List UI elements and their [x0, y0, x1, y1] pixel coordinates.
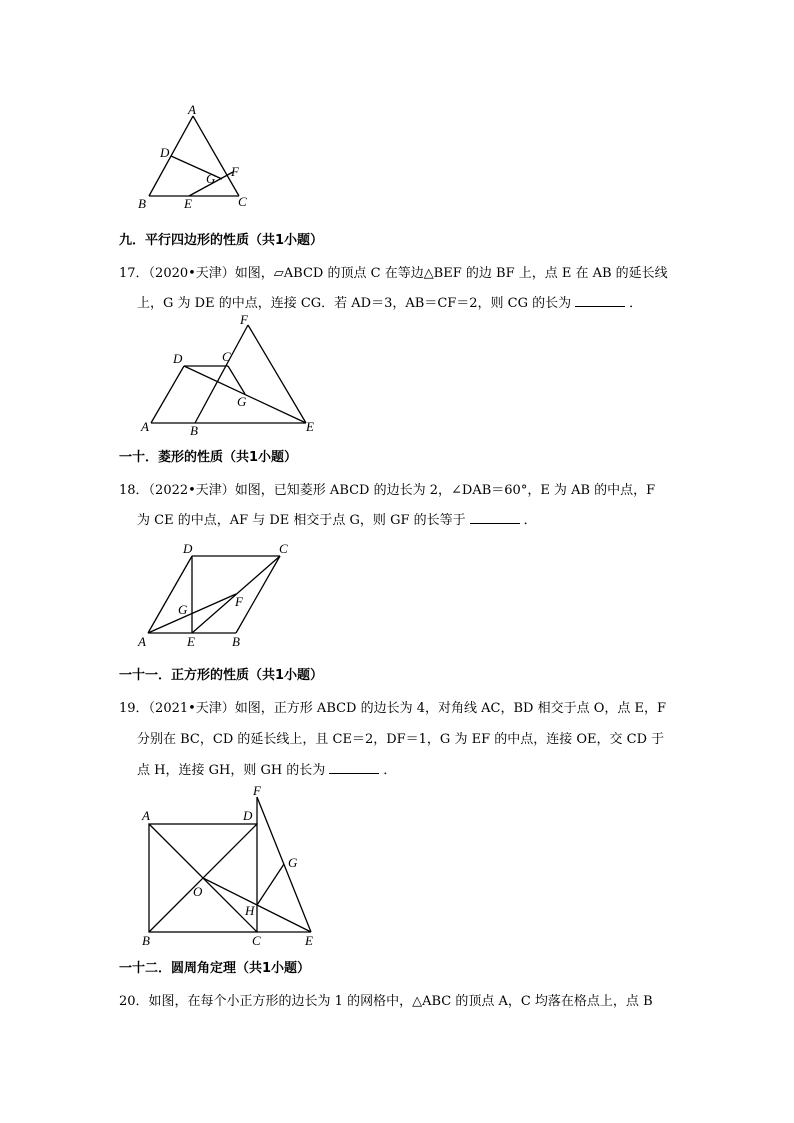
figure-rhombus-abcd	[135, 538, 305, 653]
problem-17-line-1: 17．（2020•天津）如图，▱ABCD 的顶点 C 在等边△BEF 的边 BF 上，点 E 在 AB 的延长线	[119, 266, 668, 281]
problem-17-line-2-end: ．	[629, 296, 643, 311]
figure-triangle-abc-svg	[130, 95, 260, 215]
problem-20-line-1: 20．如图，在每个小正方形的边长为 1 的网格中，△ABC 的顶点 A，C 均落在格点上，点 B	[119, 994, 653, 1009]
label-C: C	[238, 194, 247, 209]
label-C: C	[279, 541, 288, 556]
problem-17-line-2-text: 上，G 为 DE 的中点，连接 CG．若 AD＝3，AB＝CF＝2，则 CG 的长为	[137, 296, 572, 311]
label-G: G	[288, 855, 298, 870]
problem-18-line-2-end: ．	[523, 513, 537, 528]
label-E: E	[184, 196, 192, 211]
label-D: D	[243, 808, 253, 823]
label-G: G	[178, 602, 188, 617]
problem-19-line-1: 19．（2021•天津）如图，正方形 ABCD 的边长为 4，对角线 AC，BD 相交于点 O，点 E，F	[119, 701, 667, 716]
answer-blank-17[interactable]	[575, 294, 625, 307]
label-E: E	[306, 419, 314, 434]
figure-parallelogram-svg	[140, 310, 340, 440]
problem-18-line-1: 18．（2022•天津）如图，已知菱形 ABCD 的边长为 2，∠DAB＝60°，E 为 AB 的中点，F	[119, 483, 656, 498]
label-B: B	[232, 634, 240, 649]
label-O: O	[193, 884, 203, 899]
label-H: H	[245, 903, 255, 918]
section-12-title: 一十二．圆周角定理（共1小题）	[119, 961, 311, 976]
label-F: F	[253, 783, 261, 798]
label-C: C	[222, 349, 231, 364]
figure-square-abcd	[135, 780, 335, 950]
figure-rhombus-svg	[135, 538, 305, 653]
label-F: F	[231, 164, 239, 179]
section-10-title: 一十．菱形的性质（共1小题）	[119, 450, 298, 465]
label-B: B	[138, 196, 146, 211]
label-G: G	[237, 394, 247, 409]
problem-19-line-2: 分别在 BC，CD 的延长线上，且 CE＝2，DF＝1，G 为 EF 的中点，连接 OE，交 CD 于	[137, 732, 665, 747]
section-11-title: 一十一．正方形的性质（共1小题）	[119, 668, 324, 683]
label-D: D	[173, 351, 183, 366]
label-B: B	[142, 933, 150, 948]
problem-19-line-3-text: 点 H，连接 GH，则 GH 的长为	[137, 763, 326, 778]
label-A: A	[138, 634, 146, 649]
label-A: A	[188, 102, 196, 117]
problem-18-line-2	[137, 509, 537, 528]
label-D: D	[160, 145, 170, 160]
label-F: F	[235, 594, 243, 609]
figure-triangle-abc	[130, 95, 260, 215]
problem-18-line-2-text: 为 CE 的中点，AF 与 DE 相交于点 G，则 GF 的长等于	[137, 513, 466, 528]
label-B: B	[190, 423, 198, 438]
section-9-title: 九．平行四边形的性质（共1小题）	[119, 233, 324, 248]
figure-square-svg	[135, 780, 335, 950]
label-A: A	[141, 419, 149, 434]
answer-blank-18[interactable]	[470, 511, 520, 524]
figure-parallelogram-abcd	[140, 310, 340, 440]
label-E: E	[187, 634, 195, 649]
problem-17-line-2	[137, 292, 642, 311]
label-G: G	[206, 171, 216, 186]
problem-19-line-3	[137, 759, 396, 778]
problem-19-line-3-end: ．	[383, 763, 397, 778]
label-D: D	[183, 541, 193, 556]
label-A: A	[142, 808, 150, 823]
label-C: C	[252, 933, 261, 948]
label-F: F	[240, 312, 248, 327]
label-E: E	[305, 933, 313, 948]
answer-blank-19[interactable]	[329, 761, 379, 774]
